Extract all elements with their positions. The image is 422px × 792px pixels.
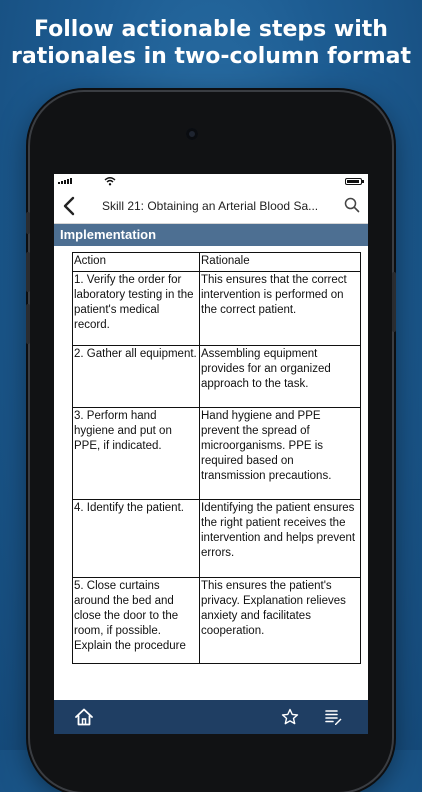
front-camera (186, 128, 198, 140)
table-header-row (73, 253, 361, 272)
action-cell: 5. Close curtains around the bed and close the door to the room, if possible. Explain the procedure (73, 578, 200, 664)
table-row (73, 272, 361, 346)
action-rationale-table (72, 252, 361, 664)
nav-bar (54, 188, 368, 224)
action-cell: 1. Verify the order for laboratory testing in the patient's medical record. (73, 272, 200, 346)
signal-icon (58, 178, 72, 184)
volume-up-button (26, 252, 30, 292)
table-row (73, 346, 361, 408)
promo-headline (0, 16, 422, 70)
power-button (392, 272, 396, 332)
rationale-cell: This ensures the patient's privacy. Explanation relieves anxiety and facilitates cooperation. (200, 578, 361, 664)
notes-icon[interactable] (323, 707, 343, 727)
action-cell: 4. Identify the patient. (73, 500, 200, 578)
bottom-tab-bar (54, 700, 368, 734)
table-row (73, 578, 361, 664)
rationale-cell: Assembling equipment provides for an organized approach to the task. (200, 346, 361, 408)
table-row (73, 500, 361, 578)
volume-down-button (26, 304, 30, 344)
action-cell: 3. Perform hand hygiene and put on PPE, if indicated. (73, 408, 200, 500)
wifi-icon (104, 176, 116, 186)
column-header-rationale: Rationale (200, 253, 361, 272)
page-title: Skill 21: Obtaining an Arterial Blood Sa... (102, 199, 319, 213)
mute-switch (26, 212, 30, 234)
rationale-cell: Hand hygiene and PPE prevent the spread of microorganisms. PPE is required based on transmission precautions. (200, 408, 361, 500)
content-scroll-area[interactable] (54, 246, 368, 700)
section-header: Implementation (54, 224, 368, 246)
home-icon[interactable] (74, 707, 94, 727)
action-cell: 2. Gather all equipment. (73, 346, 200, 408)
battery-icon (345, 178, 362, 185)
search-icon[interactable] (344, 197, 360, 213)
star-icon[interactable] (280, 707, 300, 727)
app-screen (54, 174, 368, 734)
rationale-cell: This ensures that the correct intervention is performed on the correct patient. (200, 272, 361, 346)
rationale-cell: Identifying the patient ensures the right patient receives the intervention and helps prevent errors. (200, 500, 361, 578)
headline-line-1: Follow actionable steps with (34, 17, 388, 42)
chevron-left-icon[interactable] (60, 195, 80, 217)
headline-line-2: rationales in two-column format (11, 44, 411, 69)
phone-frame (30, 92, 392, 792)
table-row (73, 408, 361, 500)
column-header-action: Action (73, 253, 200, 272)
status-bar (54, 174, 368, 188)
